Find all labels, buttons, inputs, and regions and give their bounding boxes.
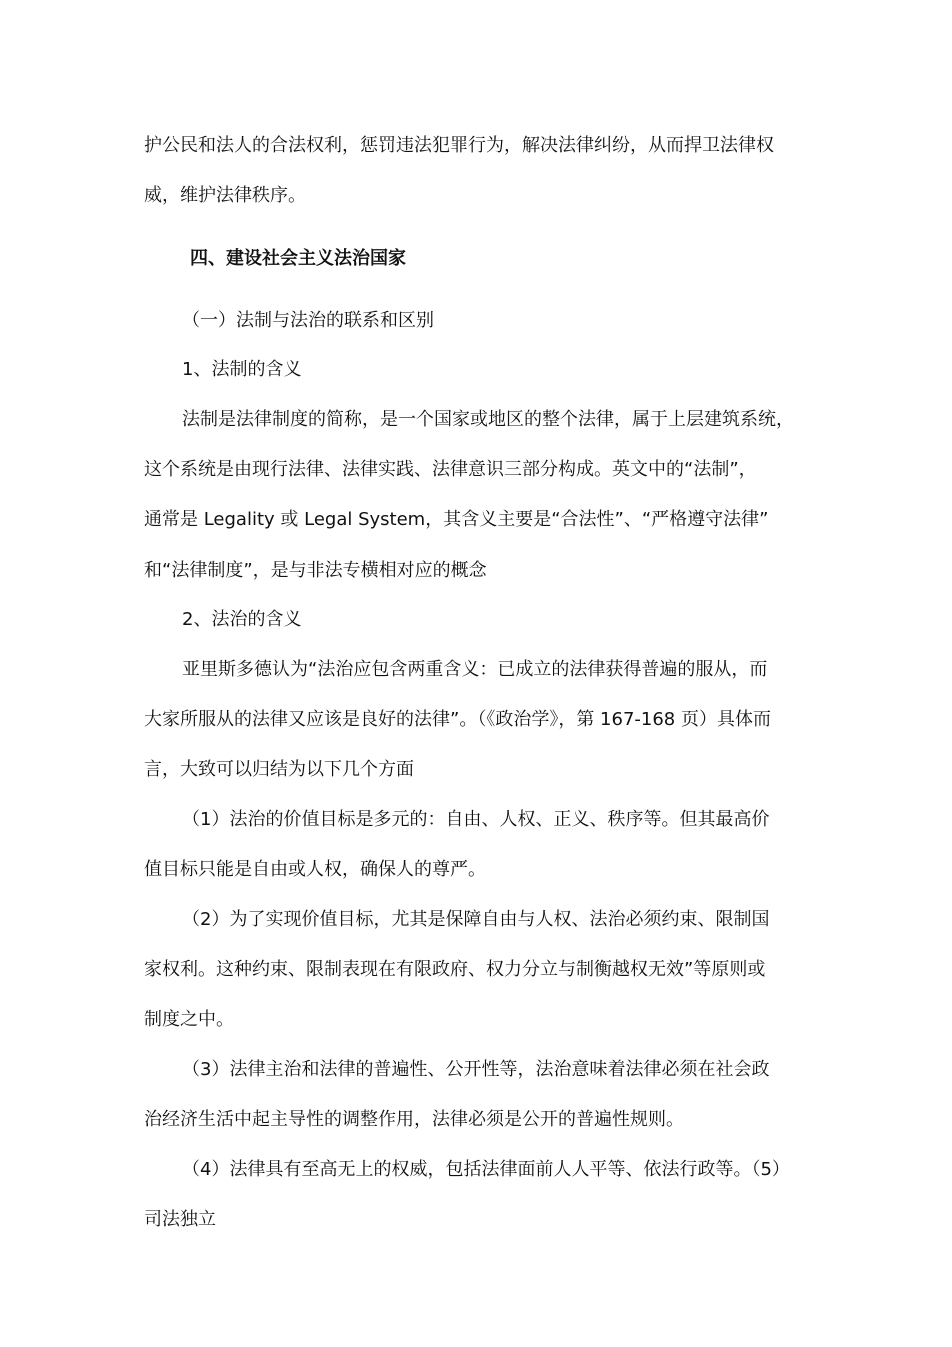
list-item-line: 值目标只能是自由或人权，确保人的尊严。 [144, 859, 486, 880]
paragraph-line: 言，大致可以归结为以下几个方面 [144, 759, 414, 780]
paragraph-line: 法制是法律制度的简称，是一个国家或地区的整个法律，属于上层建筑系统， [182, 409, 794, 430]
list-item-line: 制度之中。 [144, 1009, 234, 1030]
paragraph-line: 威，维护法律秩序。 [144, 185, 306, 206]
list-item-line: 治经济生活中起主导性的调整作用，法律必须是公开的普遍性规则。 [144, 1109, 684, 1130]
list-item-line: （1）法治的价值目标是多元的：自由、人权、正义、秩序等。但其最高价 [182, 809, 770, 830]
list-item-line: （4）法律具有至高无上的权威，包括法律面前人人平等、依法行政等。（5） [182, 1159, 790, 1180]
item-heading: 2、法治的含义 [182, 609, 302, 630]
paragraph-line: 亚里斯多德认为“法治应包含两重含义：已成立的法律获得普遍的服从，而 [182, 659, 768, 680]
list-item-line: 家权利。这种约束、限制表现在有限政府、权力分立与制衡越权无效”等原则或 [144, 959, 766, 980]
list-item-line: （3）法律主治和法律的普遍性、公开性等，法治意味着法律必须在社会政 [182, 1059, 770, 1080]
paragraph-line: 通常是 Legality 或 Legal System，其含义主要是“合法性”、“严格遵守法律” [144, 509, 769, 530]
paragraph-line: 这个系统是由现行法律、法律实践、法律意识三部分构成。英文中的“法制”， [144, 459, 757, 480]
section-heading: 四、建设社会主义法治国家 [190, 248, 406, 269]
list-item-line: 司法独立 [144, 1209, 216, 1230]
item-heading: 1、法制的含义 [182, 359, 302, 380]
paragraph-line: 护公民和法人的合法权利，惩罚违法犯罪行为，解决法律纠纷，从而捍卫法律权 [144, 135, 774, 156]
paragraph-line: 和“法律制度”，是与非法专横相对应的概念 [144, 560, 487, 581]
list-item-line: （2）为了实现价值目标，尤其是保障自由与人权、法治必须约束、限制国 [182, 909, 770, 930]
paragraph-line: 大家所服从的法律又应该是良好的法律”。（《政治学》，第 167-168 页）具体而 [144, 709, 771, 730]
subsection-heading: （一）法制与法治的联系和区别 [182, 310, 434, 331]
